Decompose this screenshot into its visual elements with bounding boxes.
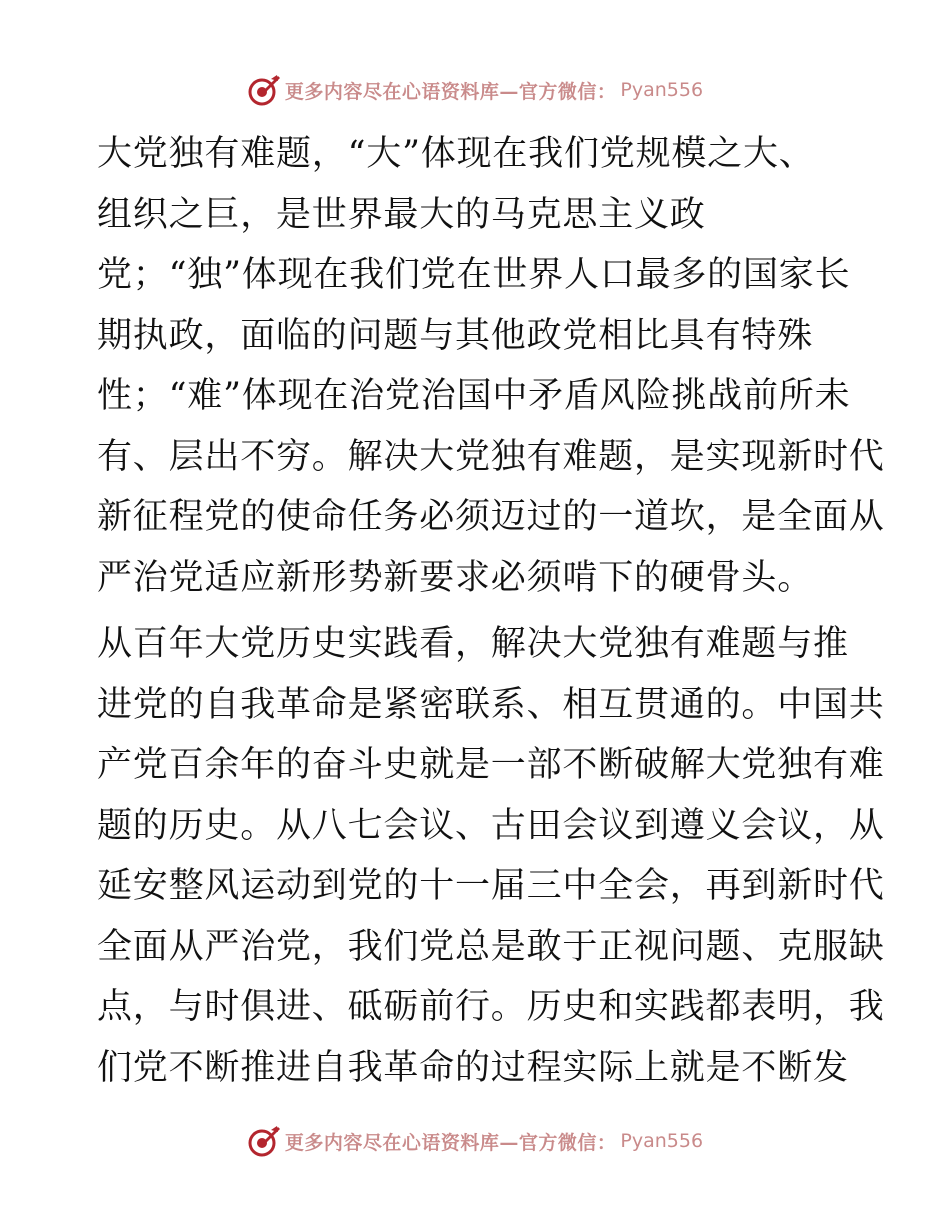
- text-line: 严治党适应新形势新要求必须啃下的硬骨头。: [97, 557, 814, 598]
- text-line: 们党不断推进自我革命的过程实际上就是不断发: [97, 1047, 849, 1088]
- paragraph-1: [97, 124, 885, 608]
- text-line: 组织之巨，是世界最大的马克思主义政: [97, 194, 706, 235]
- watermark-text: 更多内容尽在心语资料库—官方微信：: [284, 1131, 617, 1154]
- text-line: 全面从严治党，我们党总是敢于正视问题、克服缺: [97, 926, 885, 967]
- text-line: 新征程党的使命任务必须迈过的一道坎，是全面从: [97, 497, 885, 537]
- footer-watermark-banner: [0, 1121, 950, 1161]
- text-line: 性；“难”体现在治党治国中矛盾风险挑战前所未: [97, 376, 851, 416]
- text-line: 题的历史。从八七会议、古田会议到遵义会议，从: [97, 805, 885, 846]
- header-watermark-banner: [0, 70, 950, 110]
- text-line: 从百年大党历史实践看，解决大党独有难题与推: [97, 624, 849, 664]
- text-line: 有、层出不穷。解决大党独有难题，是实现新时代: [97, 436, 885, 477]
- watermark-text: 更多内容尽在心语资料库—官方微信：: [284, 80, 617, 103]
- text-line: 产党百余年的奋斗史就是一部不断破解大党独有难: [97, 745, 885, 785]
- text-line: 党；“独”体现在我们党在世界人口最多的国家长: [97, 255, 851, 295]
- text-line: 点，与时俱进、砥砺前行。历史和实践都表明，我: [97, 987, 885, 1027]
- text-line: 期执政，面临的问题与其他政党相比具有特殊: [97, 315, 814, 356]
- quill-logo-icon: [247, 73, 281, 107]
- text-line: 延安整风运动到党的十一届三中全会，再到新时代: [97, 866, 885, 906]
- wechat-id: Pyan556: [620, 79, 704, 101]
- text-line: 进党的自我革命是紧密联系、相互贯通的。中国共: [97, 684, 885, 725]
- quill-logo-icon: [247, 1124, 281, 1158]
- text-line: 大党独有难题，“大”体现在我们党规模之大、: [97, 134, 815, 174]
- document-body: [97, 124, 885, 1098]
- paragraph-2: [97, 614, 885, 1098]
- wechat-id: Pyan556: [620, 1130, 704, 1152]
